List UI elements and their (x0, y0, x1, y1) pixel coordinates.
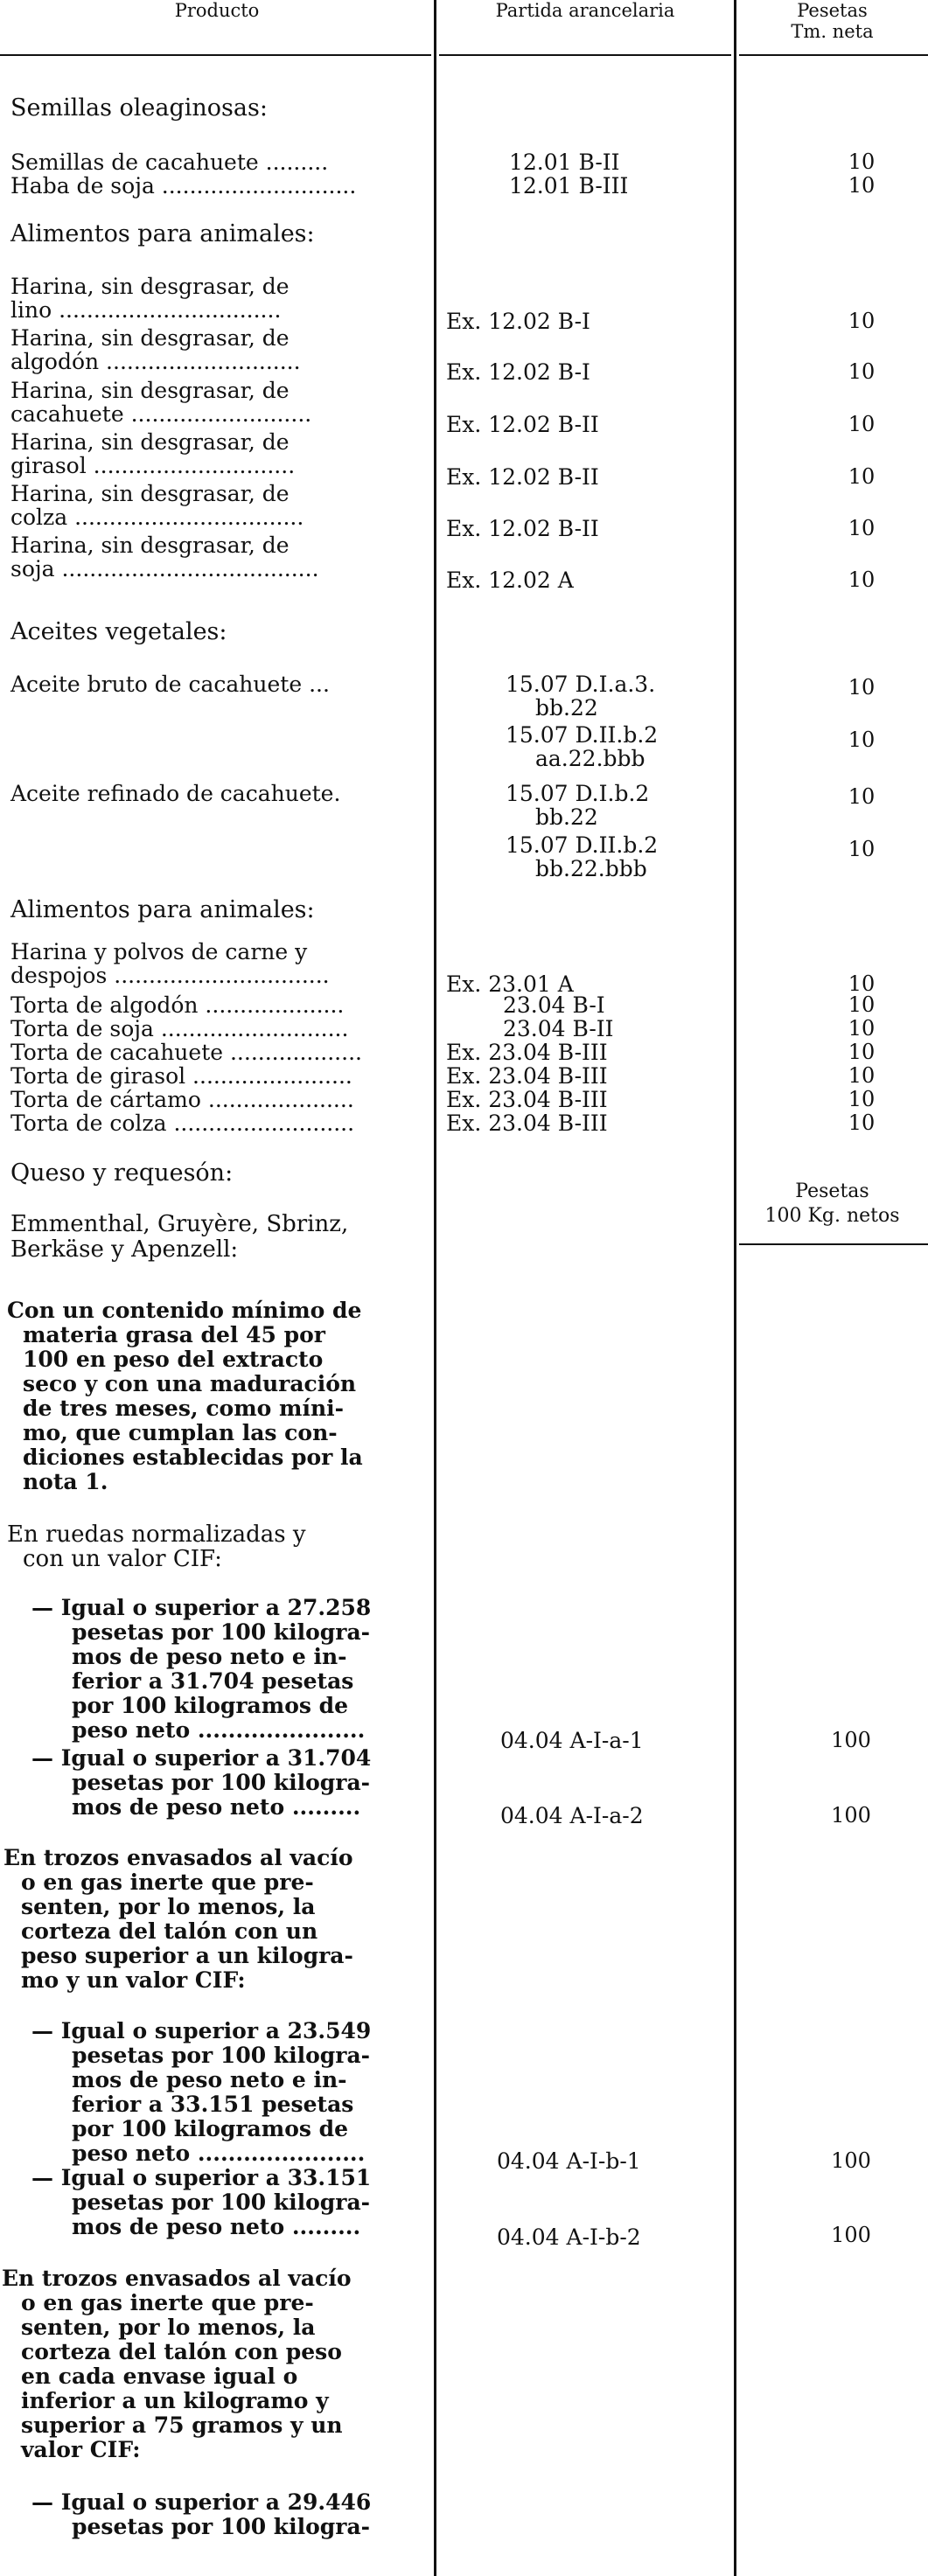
torta-soja: Torta de soja ........................... (10, 1016, 349, 1041)
aceite-bruto: Aceite bruto de cacahuete ... (10, 672, 330, 697)
aceite-code-2a: 15.07 D.II.b.2 (506, 722, 659, 748)
harina-3-line1: Harina, sin desgrasar, de (10, 378, 290, 403)
ruedas-item1-line5: por 100 kilogramos de (72, 1693, 349, 1718)
aceite-value-1: 10 (848, 675, 876, 700)
harina-3-line2: cacahuete .......................... (10, 401, 312, 427)
ruedas-item2-value: 100 (831, 1803, 871, 1828)
trozos2-line-4: corteza del talón con peso (21, 2339, 342, 2364)
trozos1-line-1: En trozos envasados al vacío (3, 1845, 353, 1870)
trozos2-line-2: o en gas inerte que pre- (21, 2290, 314, 2315)
column-divider-right (734, 0, 736, 2576)
emmenthal-line2: Berkäse y Apenzell: (10, 1236, 239, 1263)
header-producto: Producto (174, 0, 260, 21)
trozos1-line-4: corteza del talón con un (21, 1918, 318, 1944)
harina-5-value: 10 (848, 516, 876, 540)
aceite-value-4: 10 (848, 837, 876, 861)
torta-girasol-value: 10 (848, 1063, 876, 1088)
harina-2-line1: Harina, sin desgrasar, de (10, 325, 290, 351)
aceite-code-1a: 15.07 D.I.a.3. (506, 672, 656, 697)
header-rule-3 (739, 54, 928, 56)
contenido-line-1: Con un contenido mínimo de (7, 1298, 362, 1323)
harina-6-line2: soja ..................................... (10, 556, 319, 581)
trozos1-item1-value: 100 (831, 2148, 871, 2173)
ruedas-line-1: En ruedas normalizadas y (7, 1521, 306, 1548)
header-rule-1 (0, 54, 431, 56)
trozos1-item1-line3: mos de peso neto e in- (72, 2067, 347, 2092)
trozos1-line-3: senten, por lo menos, la (21, 1894, 316, 1919)
harina-5-line2: colza ................................. (10, 505, 304, 530)
queso-pesetas-line1: Pesetas (795, 1180, 869, 1202)
trozos1-item1-line2: pesetas por 100 kilogra- (72, 2043, 371, 2068)
ruedas-item1-line6: peso neto ...................... (72, 1717, 366, 1743)
trozos2-item1-line2: pesetas por 100 kilogra- (72, 2514, 371, 2539)
harina-4-line2: girasol ............................. (10, 453, 296, 478)
header-rule-2 (439, 54, 731, 56)
ruedas-item1-line4: ferior a 31.704 pesetas (72, 1668, 354, 1694)
torta-soja-code: 23.04 B-II (503, 1016, 614, 1041)
contenido-line-2: materia grasa del 45 por (23, 1322, 325, 1347)
torta-soja-value: 10 (848, 1016, 876, 1041)
aceite-value-2: 10 (848, 728, 876, 752)
trozos2-item1-line1: — Igual o superior a 29.446 (31, 2489, 372, 2515)
ruedas-line-2: con un valor CIF: (23, 1546, 222, 1572)
aceite-code-3b: bb.22 (535, 804, 598, 830)
harina-2-code: Ex. 12.02 B-I (446, 359, 590, 385)
trozos2-line-8: valor CIF: (21, 2437, 141, 2462)
torta-cacahuete: Torta de cacahuete ................... (10, 1040, 362, 1065)
harina-carne-value: 10 (848, 971, 876, 996)
column-divider-left (434, 0, 436, 2576)
header-partida: Partida arancelaria (495, 0, 675, 21)
harina-6-value: 10 (848, 567, 876, 592)
header-pesetas (736, 0, 928, 42)
trozos1-item1-line5: por 100 kilogramos de (72, 2116, 349, 2141)
torta-colza-value: 10 (848, 1110, 876, 1135)
row-semillas-cacahuete: Semillas de cacahuete ......... (10, 150, 329, 175)
torta-girasol-code: Ex. 23.04 B-III (446, 1063, 608, 1089)
trozos1-item2-line1: — Igual o superior a 33.151 (31, 2165, 372, 2190)
trozos1-item1-line1: — Igual o superior a 23.549 (31, 2018, 372, 2043)
trozos1-item1-code: 04.04 A-I-b-1 (497, 2148, 641, 2174)
contenido-line-8: nota 1. (23, 1469, 108, 1494)
harina-2-value: 10 (848, 359, 876, 384)
harina-4-value: 10 (848, 464, 876, 489)
section-semillas: Semillas oleaginosas: (10, 94, 268, 122)
trozos1-item2-line3: mos de peso neto ......... (72, 2214, 361, 2239)
torta-colza-code: Ex. 23.04 B-III (446, 1110, 608, 1136)
torta-algodon-code: 23.04 B-I (503, 992, 605, 1018)
harina-4-code: Ex. 12.02 B-II (446, 464, 599, 490)
trozos1-line-2: o en gas inerte que pre- (21, 1869, 314, 1895)
harina-3-value: 10 (848, 412, 876, 436)
section-queso: Queso y requesón: (10, 1159, 234, 1187)
trozos1-item1-line4: ferior a 33.151 pesetas (72, 2092, 354, 2117)
torta-cartamo-value: 10 (848, 1087, 876, 1111)
header-pesetas-line1: Pesetas (797, 0, 868, 21)
harina-1-line2: lino ................................ (10, 297, 282, 323)
harina-2-line2: algodón ............................ (10, 349, 301, 374)
trozos1-line-6: mo y un valor CIF: (21, 1967, 246, 1993)
row-haba-soja: Haba de soja ............................ (10, 173, 357, 198)
header-pesetas-line2: Tm. neta (791, 21, 874, 42)
contenido-line-5: de tres meses, como míni- (23, 1396, 345, 1421)
trozos1-item1-line6: peso neto ...................... (72, 2141, 366, 2166)
aceite-code-4b: bb.22.bbb (535, 856, 647, 881)
harina-1-line1: Harina, sin desgrasar, de (10, 274, 290, 299)
harina-6-code: Ex. 12.02 A (446, 567, 574, 593)
trozos2-line-7: superior a 75 gramos y un (21, 2412, 343, 2438)
harina-carne-code: Ex. 23.01 A (446, 971, 574, 997)
trozos2-line-3: senten, por lo menos, la (21, 2315, 316, 2340)
trozos2-line-6: inferior a un kilogramo y (21, 2388, 329, 2413)
ruedas-item2-line3: mos de peso neto ......... (72, 1794, 361, 1820)
aceite-code-3a: 15.07 D.I.b.2 (506, 781, 650, 806)
aceite-refinado: Aceite refinado de cacahuete. (10, 781, 341, 806)
aceite-code-4a: 15.07 D.II.b.2 (506, 832, 659, 858)
trozos1-item2-code: 04.04 A-I-b-2 (497, 2224, 641, 2250)
ruedas-item1-line2: pesetas por 100 kilogra- (72, 1619, 371, 1645)
harina-5-line1: Harina, sin desgrasar, de (10, 481, 290, 506)
trozos1-item2-line2: pesetas por 100 kilogra- (72, 2190, 371, 2215)
contenido-line-7: diciones establecidas por la (23, 1445, 363, 1470)
queso-pesetas-line2: 100 Kg. netos (764, 1205, 900, 1227)
ruedas-item1-line1: — Igual o superior a 27.258 (31, 1595, 372, 1620)
queso-header-rule (739, 1243, 928, 1245)
harina-carne-line2: despojos ............................... (10, 963, 330, 988)
harina-carne-line1: Harina y polvos de carne y (10, 939, 308, 964)
contenido-line-4: seco y con una maduración (23, 1371, 357, 1396)
aceite-value-3: 10 (848, 784, 876, 809)
ruedas-item2-line2: pesetas por 100 kilogra- (72, 1770, 371, 1795)
torta-algodon-value: 10 (848, 992, 876, 1017)
harina-1-value: 10 (848, 309, 876, 333)
code-haba-soja: 12.01 B-III (509, 173, 629, 198)
harina-5-code: Ex. 12.02 B-II (446, 516, 599, 541)
ruedas-item2-code: 04.04 A-I-a-2 (500, 1803, 644, 1828)
ruedas-item2-line1: — Igual o superior a 31.704 (31, 1745, 372, 1771)
torta-girasol: Torta de girasol ....................... (10, 1063, 352, 1089)
torta-algodon: Torta de algodón .................... (10, 992, 345, 1018)
harina-3-code: Ex. 12.02 B-II (446, 412, 599, 437)
ruedas-item1-line3: mos de peso neto e in- (72, 1644, 347, 1669)
trozos2-line-1: En trozos envasados al vacío (2, 2266, 352, 2291)
value-haba-soja: 10 (848, 173, 876, 198)
aceite-code-1b: bb.22 (535, 695, 598, 721)
ruedas-item1-code: 04.04 A-I-a-1 (500, 1728, 644, 1753)
torta-cacahuete-code: Ex. 23.04 B-III (446, 1040, 608, 1065)
code-semillas-cacahuete: 12.01 B-II (509, 150, 620, 175)
emmenthal-line1: Emmenthal, Gruyère, Sbrinz, (10, 1211, 349, 1237)
section-alimentos-2: Alimentos para animales: (10, 896, 315, 923)
trozos2-line-5: en cada envase igual o (21, 2364, 298, 2389)
torta-cacahuete-value: 10 (848, 1040, 876, 1064)
section-aceites: Aceites vegetales: (10, 618, 227, 645)
trozos1-line-5: peso superior a un kilogra- (21, 1943, 353, 1968)
harina-1-code: Ex. 12.02 B-I (446, 309, 590, 334)
harina-4-line1: Harina, sin desgrasar, de (10, 429, 290, 455)
contenido-line-3: 100 en peso del extracto (23, 1347, 324, 1372)
contenido-line-6: mo, que cumplan las con- (23, 1420, 338, 1445)
value-semillas-cacahuete: 10 (848, 150, 876, 174)
torta-colza: Torta de colza .......................... (10, 1110, 355, 1136)
aceite-code-2b: aa.22.bbb (535, 746, 645, 771)
torta-cartamo-code: Ex. 23.04 B-III (446, 1087, 608, 1112)
section-alimentos-1: Alimentos para animales: (10, 220, 315, 247)
queso-pesetas-header (736, 1180, 928, 1229)
ruedas-item1-value: 100 (831, 1728, 871, 1752)
trozos1-item2-value: 100 (831, 2223, 871, 2247)
torta-cartamo: Torta de cártamo ..................... (10, 1087, 354, 1112)
harina-6-line1: Harina, sin desgrasar, de (10, 533, 290, 558)
